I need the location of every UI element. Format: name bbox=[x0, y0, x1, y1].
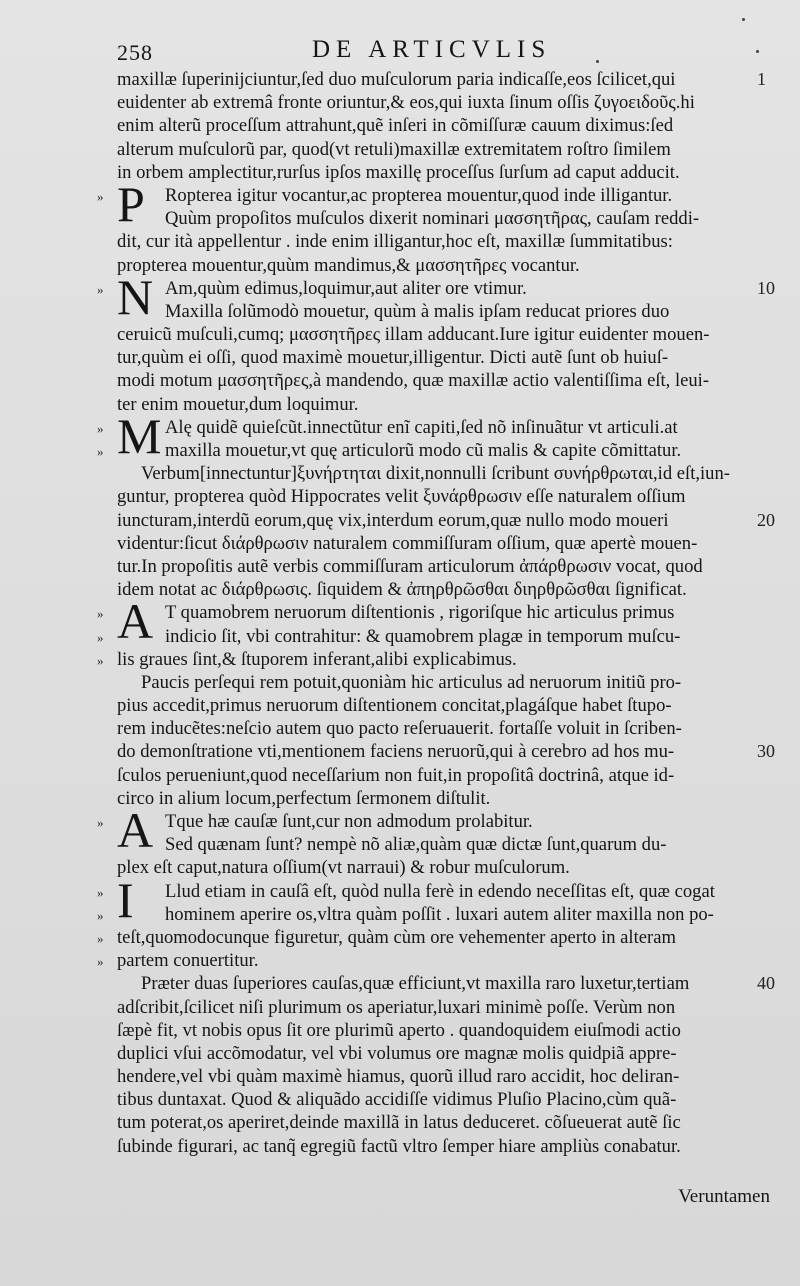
text-line bbox=[117, 996, 750, 1019]
line-text: Verbum[innectuntur]ξυνήρτηται dixit,nonnulli ſcribunt συνήρθρωται,id eſt,iun- bbox=[141, 463, 730, 485]
quotation-mark: » bbox=[97, 281, 104, 297]
drop-cap: P bbox=[117, 175, 145, 232]
quotation-mark: » bbox=[97, 907, 104, 923]
line-text: lis graues ſint,& ſtuporem inferant,alibi explicabimus. bbox=[117, 648, 517, 670]
line-text: Llud etiam in cauſâ eſt, quòd nulla ferè in edendo neceſſitas eſt, quæ cogat bbox=[165, 880, 715, 902]
text-line bbox=[117, 717, 750, 740]
quotation-mark: » bbox=[97, 884, 104, 900]
page-number: 258 bbox=[117, 40, 153, 65]
line-text: ceruicũ muſculi,cumq; μασσητῆρες illam adducant.Iure igitur euidenter mouen- bbox=[117, 324, 710, 346]
line-text: iuncturam,interdũ eorum,quę vix,interdum eorum,quæ nullo modo moueri bbox=[117, 509, 669, 531]
line-text: hominem aperire os,vltra quàm poſſit . luxari autem aliter maxilla non po- bbox=[165, 903, 714, 925]
text-line bbox=[117, 1042, 750, 1065]
line-text: tum poterat,os aperiret,deinde maxillã in latus deduceret. cõſueuerat autẽ ſic bbox=[117, 1112, 681, 1134]
text-line bbox=[117, 555, 750, 578]
line-text: T quamobrem neruorum diſtentionis , rigoriſque hic articulus primus bbox=[165, 602, 675, 624]
line-text: teſt,quomodocunque figuretur, quàm cùm ore vehementer aperto in alteram bbox=[117, 926, 676, 948]
line-text: in orbem amplectitur,rurſus ipſos maxillę proceſſus ſurſum ad caput adducit. bbox=[117, 161, 680, 183]
text-line bbox=[117, 740, 775, 763]
line-text: ſculos perueniunt,quod neceſſarium non fuit,in propoſitâ doctrinâ, atque id- bbox=[117, 764, 675, 786]
line-text: adſcribit,ſcilicet niſi plurimum os aperiatur,luxari minimè poſſe. Verùm non bbox=[117, 996, 676, 1018]
line-number: 40 bbox=[757, 973, 775, 994]
line-text: ter enim mouetur,dum loquimur. bbox=[117, 393, 359, 415]
line-number: 20 bbox=[757, 509, 775, 530]
line-number: 1 bbox=[757, 69, 766, 89]
line-number: 30 bbox=[757, 741, 775, 762]
text-line bbox=[97, 439, 750, 462]
text-line bbox=[117, 1065, 750, 1088]
quotation-mark: » bbox=[97, 954, 104, 970]
text-line bbox=[117, 1111, 750, 1134]
page-header bbox=[117, 36, 740, 66]
line-number: 10 bbox=[757, 277, 775, 298]
text-line bbox=[117, 138, 750, 161]
text-line bbox=[117, 300, 750, 323]
text-line bbox=[117, 485, 750, 508]
drop-cap: M bbox=[117, 407, 162, 464]
text-line bbox=[97, 949, 750, 972]
line-text: Alę quidẽ quieſcũt.innectũtur enĩ capiti,ſed nõ inſinuãtur vt articuli.at bbox=[165, 416, 678, 438]
drop-cap: A bbox=[117, 593, 154, 650]
line-text: hendere,vel vbi quàm maximè hiamus, quorũ illud raro accidit, hoc deliran- bbox=[117, 1066, 680, 1088]
text-line bbox=[117, 254, 750, 277]
paper-speck bbox=[596, 60, 599, 63]
text-line bbox=[117, 1019, 750, 1042]
line-text: plex eſt caput,natura oſſium(vt narraui) & robur muſculorum. bbox=[117, 857, 570, 879]
text-line bbox=[97, 903, 750, 926]
line-text: videntur:ſicut διάρθρωσιν naturalem commiſſuram oſſium, quæ apertè mouen- bbox=[117, 532, 698, 554]
line-text: Præter duas ſuperiores cauſas,quæ efficiunt,vt maxilla raro luxetur,tertiam bbox=[141, 973, 690, 995]
line-text: duplici vſui accõmodatur, vel vbi volumus ore magnæ molis quidpiã appre- bbox=[117, 1042, 677, 1064]
text-line bbox=[117, 346, 750, 369]
text-line bbox=[117, 833, 750, 856]
drop-cap: A bbox=[117, 802, 154, 858]
quotation-mark: » bbox=[97, 444, 104, 459]
text-line bbox=[117, 369, 750, 392]
text-line bbox=[117, 578, 750, 601]
quotation-mark: » bbox=[97, 652, 104, 668]
text-line bbox=[117, 671, 750, 694]
catchword: Veruntamen bbox=[678, 1186, 770, 1207]
text-line bbox=[117, 694, 750, 717]
text-line bbox=[117, 764, 750, 787]
text-line bbox=[117, 462, 750, 485]
line-text: ſubinde figurari, ac tanq̃ egregiũ factũ vltro ſemper hiare ampliùs conabatur. bbox=[117, 1135, 681, 1157]
text-line bbox=[117, 68, 766, 91]
text-line bbox=[97, 625, 750, 648]
line-text: modi motum μασσητῆρες,à mandendo, quæ maxillæ actio valentiſſima eſt, leui- bbox=[117, 370, 710, 392]
text-line bbox=[117, 532, 750, 555]
line-text: Maxilla ſolũmodò mouetur, quùm à malis ipſam reducat priores duo bbox=[165, 300, 670, 322]
text-line bbox=[117, 114, 750, 137]
quotation-mark: » bbox=[97, 815, 104, 830]
quotation-mark: » bbox=[97, 930, 104, 946]
line-text: ſæpè fit, vt nobis opus ſit ore plurimũ aperto . quandoquidem eiuſmodi actio bbox=[117, 1019, 681, 1041]
paper-speck bbox=[742, 18, 745, 21]
line-text: Tque hæ cauſæ ſunt,cur non admodum prolabitur. bbox=[165, 811, 533, 832]
line-text: maxilla mouetur,vt quę articulorũ modo cũ malis & capite cõmittatur. bbox=[165, 440, 682, 461]
quotation-mark: » bbox=[97, 420, 104, 436]
line-text: pius accedit,primus neruorum diſtentionem concitat,plagáſque habet ſtupo- bbox=[117, 695, 672, 717]
text-line bbox=[117, 1135, 750, 1158]
quotation-mark: » bbox=[97, 606, 104, 622]
text-line bbox=[117, 230, 750, 253]
text-line bbox=[117, 856, 750, 879]
line-text: idem notat ac διάρθρωσις. ſiquidem & ἀπηρθρῶσθαι διηρθρῶσθαι ſignificat. bbox=[117, 579, 687, 601]
line-text: partem conuertitur. bbox=[117, 950, 259, 972]
line-text: Ropterea igitur vocantur,ac propterea mouentur,quod inde illigantur. bbox=[165, 184, 673, 206]
text-line bbox=[117, 161, 750, 184]
line-text: rem inducẽtes:neſcio autem quo pacto reſeruauerit. fortaſſe voluit in ſcriben- bbox=[117, 718, 682, 740]
line-text: Sed quænam ſunt? nempè nõ aliæ,quàm quæ dictæ ſunt,quarum du- bbox=[165, 834, 667, 856]
line-text: Quùm propoſitos muſculos dixerit nominari μασσητῆρας, cauſam reddi- bbox=[165, 208, 700, 230]
text-line bbox=[117, 787, 750, 810]
line-text: indicio ſit, vbi contrahitur: & quamobrem plagæ in temporum muſcu- bbox=[165, 625, 681, 647]
line-text: tibus duntaxat. Quod & aliquãdo accidiſſe vidimus Pluſio Placino,cùm quã- bbox=[117, 1089, 677, 1111]
body-text bbox=[97, 68, 775, 1158]
line-text: propterea mouentur,quùm mandimus,& μασσητῆρες vocantur. bbox=[117, 254, 580, 276]
paper-speck bbox=[756, 50, 759, 53]
drop-cap: I bbox=[117, 871, 134, 928]
line-text: Am,quùm edimus,loquimur,aut aliter ore vtimur. bbox=[165, 277, 527, 299]
line-text: Paucis perſequi rem potuit,quoniàm hic articulus ad neruorum initiũ pro- bbox=[141, 671, 682, 693]
line-text: tur.In propoſitis autẽ verbis commiſſuram articulorum ἀπάρθρωσιν vocat, quod bbox=[117, 555, 703, 577]
line-text: circo in alium locum,perfectum ſermonem diſtulit. bbox=[117, 787, 491, 809]
text-line bbox=[117, 393, 750, 416]
quotation-mark: » bbox=[97, 188, 104, 204]
quotation-mark: » bbox=[97, 629, 104, 645]
text-line bbox=[97, 648, 750, 671]
text-line bbox=[117, 207, 750, 230]
text-line bbox=[117, 972, 775, 995]
line-text: do demonſtratione vti,mentionem faciens neruorũ,qui à cerebro ad hos mu- bbox=[117, 741, 675, 763]
drop-cap: N bbox=[117, 268, 154, 325]
running-title: DE ARTICVLIS bbox=[312, 36, 552, 63]
text-line bbox=[117, 323, 750, 346]
line-text: guntur, propterea quòd Hippocrates velit ξυνάρθρωσιν eſſe naturalem oſſium bbox=[117, 486, 686, 508]
line-text: maxillæ ſuperinijciuntur,ſed duo muſculorum paria indicaſſe,eos ſcilicet,qui bbox=[117, 69, 676, 90]
line-text: tur,quùm ei oſſi, quod maximè mouetur,illigentur. Dicti autẽ ſunt ob huiuſ- bbox=[117, 347, 669, 369]
text-line bbox=[117, 91, 750, 114]
text-line bbox=[117, 509, 775, 532]
text-line bbox=[97, 926, 750, 949]
line-text: euidenter ab extremâ fronte oriuntur,& eos,qui iuxta ſinum oſſis ζυγοειδοῦς.hi bbox=[117, 92, 695, 114]
line-text: alterum muſculorũ par, quod(vt retuli)maxillæ extremitatem roſtro ſimilem bbox=[117, 138, 671, 160]
text-line bbox=[117, 1088, 750, 1111]
line-text: enim alterũ proceſſum attrahunt,quẽ inſeri in cõmiſſuræ cauum diximus:ſed bbox=[117, 115, 674, 137]
line-text: dit, cur ità appellentur . inde enim illigantur,hoc eſt, maxillæ ſummitatibus: bbox=[117, 231, 673, 253]
